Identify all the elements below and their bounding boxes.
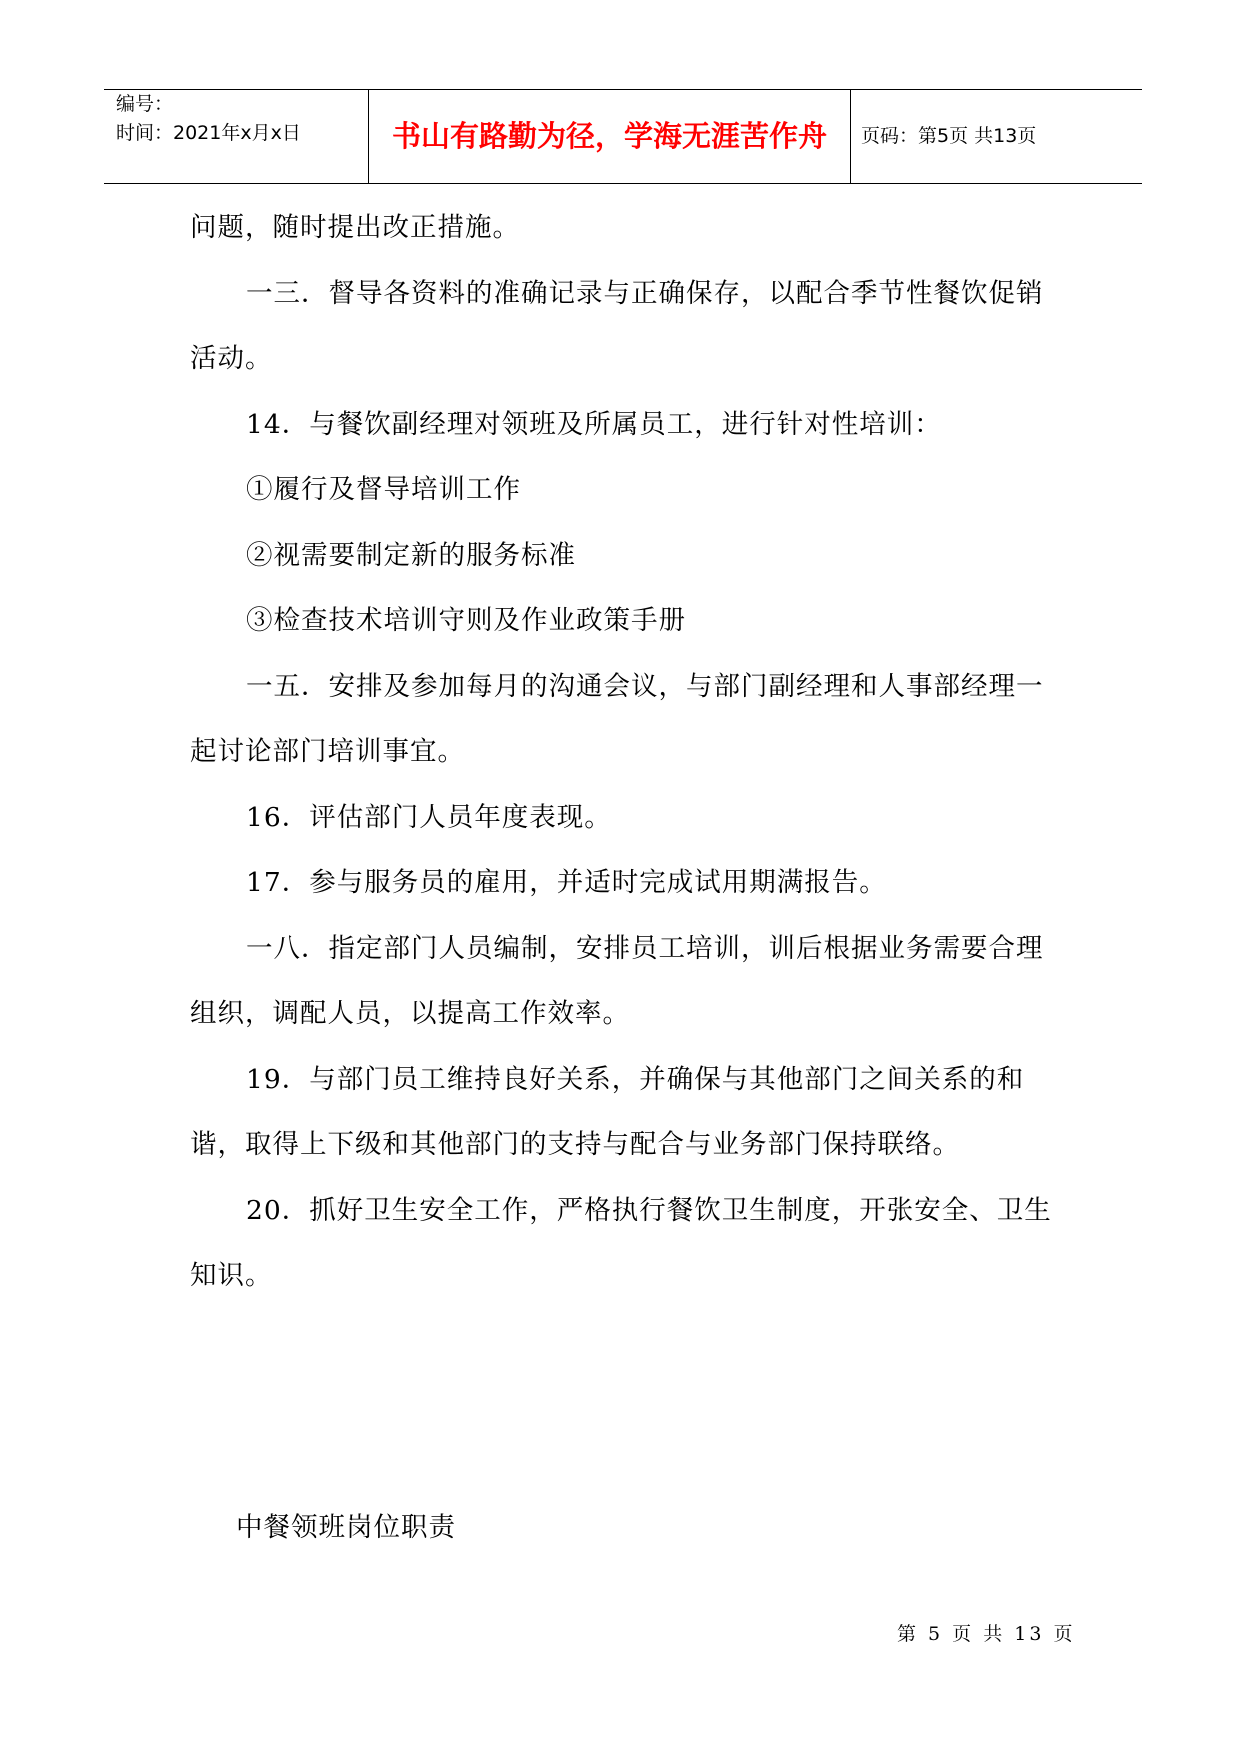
page-footer: 第 5 页 共 13 页 bbox=[897, 1623, 1076, 1645]
paragraph: 问题，随时提出改正措施。 bbox=[190, 212, 520, 243]
paragraph: ③检查技术培训守则及作业政策手册 bbox=[246, 605, 686, 636]
paragraph: 一八．指定部门人员编制，安排员工培训，训后根据业务需要合理组织，调配人员，以提高工作效率。 bbox=[190, 932, 1044, 1029]
paragraph: 14．与餐饮副经理对领班及所属员工，进行针对性培训： bbox=[246, 408, 942, 440]
header-page-cell bbox=[851, 90, 1142, 183]
header-meta-cell bbox=[104, 90, 369, 183]
header-page-info: 页码：第5页 共13页 bbox=[861, 125, 1037, 147]
document-body bbox=[190, 195, 1060, 1309]
document-number-label: 编号： bbox=[116, 93, 174, 115]
paragraph: 20．抓好卫生安全工作，严格执行餐饮卫生制度，开张安全、卫生知识。 bbox=[190, 1194, 1052, 1291]
paragraph: 一五．安排及参加每月的沟通会议，与部门副经理和人事部经理一起讨论部门培训事宜。 bbox=[190, 670, 1044, 767]
header-motto: 书山有路勤为径，学海无涯苦作舟 bbox=[391, 119, 827, 153]
document-header bbox=[104, 89, 1142, 184]
paragraph: 一三．督导各资料的准确记录与正确保存，以配合季节性餐饮促销活动。 bbox=[190, 277, 1044, 374]
paragraph: ②视需要制定新的服务标准 bbox=[246, 539, 576, 571]
paragraph: 16．评估部门人员年度表现。 bbox=[246, 801, 612, 833]
section-title: 中餐领班岗位职责 bbox=[236, 1512, 456, 1543]
paragraph: 19．与部门员工维持良好关系，并确保与其他部门之间关系的和谐，取得上下级和其他部门的支持与配合与业务部门保持联络。 bbox=[190, 1063, 1025, 1160]
header-motto-cell bbox=[369, 90, 851, 183]
paragraph: ①履行及督导培训工作 bbox=[246, 474, 521, 505]
document-time-label: 时间：2021年x月x日 bbox=[116, 122, 301, 144]
paragraph: 17．参与服务员的雇用，并适时完成试用期满报告。 bbox=[246, 867, 887, 898]
